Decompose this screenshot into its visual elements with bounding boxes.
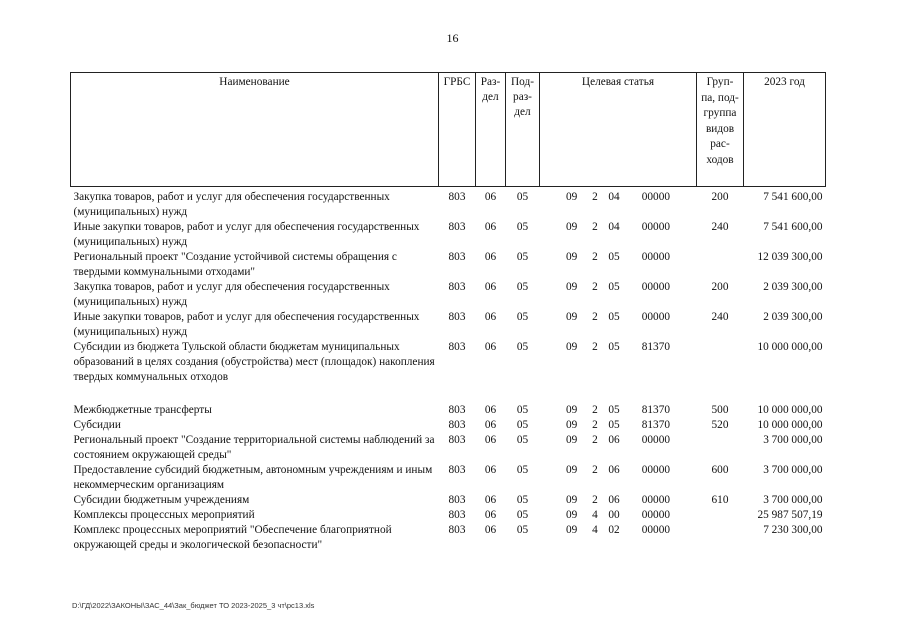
spacer-cell [71, 385, 826, 403]
target-type: 2 [592, 281, 598, 293]
row-name: Закупка товаров, работ и услуг для обеспечения государственных (муниципальных) нужд [73, 191, 390, 218]
row-grbs: 803 [448, 311, 466, 323]
row-podrazdel: 05 [516, 434, 529, 446]
row-razdel: 06 [484, 464, 497, 476]
row-grbs: 803 [448, 509, 466, 521]
row-target [540, 340, 697, 385]
row-razdel: 06 [484, 434, 497, 446]
table-row [71, 187, 826, 221]
row-target [540, 523, 697, 553]
target-program: 09 [566, 464, 578, 476]
row-name: Субсидии из бюджета Тульской области бюджетам муниципальных образований в целях создания (обустройства) мест (площадок) накопления твердых коммунальных отходов [73, 341, 435, 383]
row-target [540, 418, 697, 433]
header-name: Наименование [71, 73, 439, 187]
row-amount: 7 541 600,00 [763, 221, 823, 233]
row-grbs: 803 [448, 434, 466, 446]
table-body [71, 187, 826, 554]
target-program: 09 [566, 524, 578, 536]
row-name: Комплекс процессных мероприятий "Обеспечение благоприятной окружающей среды и экологической безопасности" [73, 524, 392, 551]
target-program: 09 [566, 341, 578, 353]
target-program: 09 [566, 419, 578, 431]
row-grbs: 803 [448, 404, 466, 416]
target-direction: 00000 [641, 251, 670, 263]
target-element: 05 [608, 404, 620, 416]
target-program: 09 [566, 221, 578, 233]
target-direction: 00000 [641, 311, 670, 323]
row-razdel: 06 [484, 419, 497, 431]
row-podrazdel: 05 [516, 419, 529, 431]
target-direction: 00000 [641, 464, 670, 476]
target-type: 2 [592, 251, 598, 263]
header-razdel: Раз- дел [476, 73, 506, 187]
target-direction: 81370 [641, 404, 670, 416]
target-element: 05 [608, 281, 620, 293]
header-group: Груп- па, под- группа видов рас- ходов [697, 73, 744, 187]
row-razdel: 06 [484, 509, 497, 521]
target-direction: 00000 [641, 221, 670, 233]
table-row [71, 493, 826, 508]
row-podrazdel: 05 [516, 524, 529, 536]
row-grbs: 803 [448, 494, 466, 506]
row-amount: 25 987 507,19 [757, 509, 823, 521]
row-target [540, 508, 697, 523]
row-razdel: 06 [484, 221, 497, 233]
target-element: 06 [608, 434, 620, 446]
row-expense-group: 240 [711, 311, 729, 323]
target-program: 09 [566, 191, 578, 203]
row-razdel: 06 [484, 494, 497, 506]
row-expense-group: 240 [711, 221, 729, 233]
row-name: Закупка товаров, работ и услуг для обеспечения государственных (муниципальных) нужд [73, 281, 390, 308]
row-podrazdel: 05 [516, 251, 529, 263]
row-expense-group [697, 340, 744, 385]
table-row [71, 250, 826, 280]
row-razdel: 06 [484, 404, 497, 416]
target-direction: 00000 [641, 509, 670, 521]
table-row [71, 433, 826, 463]
row-name: Предоставление субсидий бюджетным, автономным учреждениям и иным некоммерческим организациям [73, 464, 433, 491]
target-element: 06 [608, 464, 620, 476]
target-type: 2 [592, 464, 598, 476]
row-podrazdel: 05 [516, 341, 529, 353]
row-target [540, 250, 697, 280]
row-expense-group [697, 250, 744, 280]
target-type: 2 [592, 434, 598, 446]
target-element: 06 [608, 494, 620, 506]
row-target [540, 310, 697, 340]
row-grbs: 803 [448, 221, 466, 233]
target-element: 05 [608, 311, 620, 323]
target-program: 09 [566, 509, 578, 521]
table-row [71, 280, 826, 310]
row-amount: 12 039 300,00 [757, 251, 823, 263]
target-program: 09 [566, 281, 578, 293]
target-program: 09 [566, 251, 578, 263]
target-direction: 00000 [641, 191, 670, 203]
table-row [71, 418, 826, 433]
row-expense-group: 520 [711, 419, 729, 431]
row-podrazdel: 05 [516, 221, 529, 233]
row-podrazdel: 05 [516, 281, 529, 293]
row-target [540, 463, 697, 493]
row-expense-group: 200 [711, 191, 729, 203]
header-amount: 2023 год [744, 73, 826, 187]
row-amount: 2 039 300,00 [763, 281, 823, 293]
target-type: 2 [592, 341, 598, 353]
target-element: 00 [608, 509, 620, 521]
row-razdel: 06 [484, 191, 497, 203]
row-expense-group: 600 [711, 464, 729, 476]
target-type: 2 [592, 221, 598, 233]
table-row [71, 340, 826, 385]
row-expense-group: 200 [711, 281, 729, 293]
row-spacer [71, 385, 826, 403]
target-element: 05 [608, 251, 620, 263]
row-amount: 3 700 000,00 [763, 464, 823, 476]
header-target: Целевая статья [540, 73, 697, 187]
target-program: 09 [566, 494, 578, 506]
row-amount: 7 230 300,00 [763, 524, 823, 536]
row-target [540, 493, 697, 508]
footer-file-path: D:\ГД\2022\ЗАКОНЫ\ЗАС_44\Зак_бюджет ТО 2023-2025_3 чт\рс13.xls [72, 601, 315, 610]
row-target [540, 433, 697, 463]
target-type: 2 [592, 419, 598, 431]
target-program: 09 [566, 311, 578, 323]
table-row [71, 508, 826, 523]
table-row [71, 310, 826, 340]
row-amount: 10 000 000,00 [757, 404, 823, 416]
row-podrazdel: 05 [516, 191, 529, 203]
row-podrazdel: 05 [516, 464, 529, 476]
page-number: 16 [446, 31, 459, 45]
row-grbs: 803 [448, 341, 466, 353]
row-razdel: 06 [484, 341, 497, 353]
row-name: Субсидии [73, 419, 121, 431]
row-grbs: 803 [448, 281, 466, 293]
row-amount: 10 000 000,00 [757, 419, 823, 431]
row-name: Региональный проект "Создание территориальной системы наблюдений за состоянием окружающей среды" [73, 434, 435, 461]
row-razdel: 06 [484, 251, 497, 263]
target-type: 2 [592, 404, 598, 416]
row-grbs: 803 [448, 419, 466, 431]
header-grbs: ГРБС [439, 73, 476, 187]
row-podrazdel: 05 [516, 509, 529, 521]
target-direction: 00000 [641, 281, 670, 293]
target-element: 04 [608, 221, 620, 233]
target-program: 09 [566, 404, 578, 416]
row-target [540, 403, 697, 418]
target-direction: 00000 [641, 494, 670, 506]
row-target [540, 187, 697, 221]
row-grbs: 803 [448, 464, 466, 476]
row-podrazdel: 05 [516, 311, 529, 323]
target-direction: 00000 [641, 524, 670, 536]
target-element: 05 [608, 341, 620, 353]
target-element: 02 [608, 524, 620, 536]
row-expense-group [697, 508, 744, 523]
row-grbs: 803 [448, 251, 466, 263]
row-amount: 7 541 600,00 [763, 191, 823, 203]
row-target [540, 280, 697, 310]
row-razdel: 06 [484, 281, 497, 293]
target-type: 4 [592, 509, 598, 521]
row-name: Субсидии бюджетным учреждениям [73, 494, 250, 506]
table-header [71, 73, 826, 187]
row-name: Иные закупки товаров, работ и услуг для обеспечения государственных (муниципальных) нужд [73, 311, 420, 338]
table-row [71, 523, 826, 553]
target-program: 09 [566, 434, 578, 446]
target-type: 2 [592, 494, 598, 506]
header-podrazdel: Под- раз- дел [506, 73, 540, 187]
target-type: 2 [592, 311, 598, 323]
target-direction: 00000 [641, 434, 670, 446]
target-element: 05 [608, 419, 620, 431]
row-podrazdel: 05 [516, 494, 529, 506]
row-grbs: 803 [448, 524, 466, 536]
row-name: Комплексы процессных мероприятий [73, 509, 255, 521]
row-razdel: 06 [484, 311, 497, 323]
target-type: 2 [592, 191, 598, 203]
row-amount: 10 000 000,00 [757, 341, 823, 353]
row-name: Иные закупки товаров, работ и услуг для обеспечения государственных (муниципальных) нужд [73, 221, 420, 248]
target-direction: 81370 [641, 419, 670, 431]
row-expense-group: 610 [711, 494, 729, 506]
row-podrazdel: 05 [516, 404, 529, 416]
target-direction: 81370 [641, 341, 670, 353]
budget-table [70, 72, 826, 553]
table-row [71, 403, 826, 418]
row-grbs: 803 [448, 191, 466, 203]
target-element: 04 [608, 191, 620, 203]
target-type: 4 [592, 524, 598, 536]
row-name: Межбюджетные трансферты [73, 404, 212, 416]
row-expense-group [697, 523, 744, 553]
row-amount: 2 039 300,00 [763, 311, 823, 323]
row-target [540, 220, 697, 250]
table-row [71, 220, 826, 250]
table-row [71, 463, 826, 493]
row-expense-group: 500 [711, 404, 729, 416]
row-name: Региональный проект "Создание устойчивой системы обращения с твердыми коммунальными отходами" [73, 251, 397, 278]
row-razdel: 06 [484, 524, 497, 536]
row-amount: 3 700 000,00 [763, 434, 823, 446]
row-expense-group [697, 433, 744, 463]
row-amount: 3 700 000,00 [763, 494, 823, 506]
